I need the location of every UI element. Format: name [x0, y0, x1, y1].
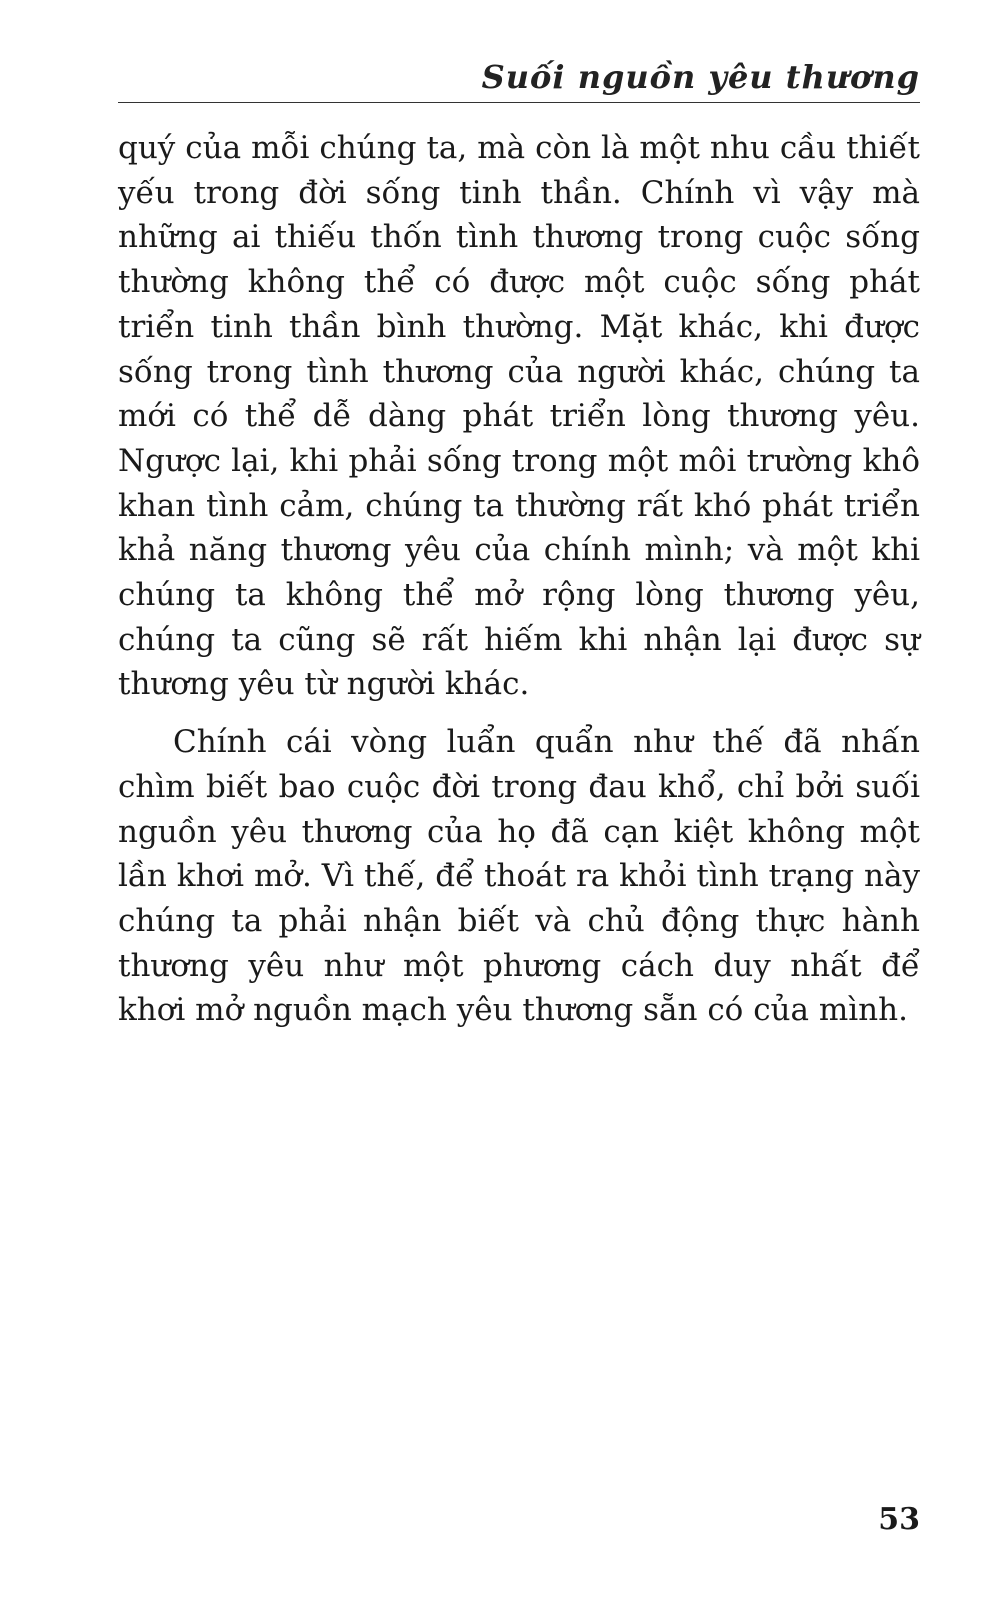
paragraph-continued: quý của mỗi chúng ta, mà còn là một nhu cầu thiết yếu trong đời sống tinh thần. Chính vì vậy mà những ai thiếu thốn tình thương trong cuộc sống thường không thể có được một cuộc sống phát triển tinh thần bình thường. Mặt khác, khi được sống trong tình thương của người khác, chúng ta mới có thể dễ dàng phát triển lòng thương yêu. Ngược lại, khi phải sống trong một môi trường khô khan tình cảm, chúng ta thường rất khó phát triển khả năng thương yêu của chính mình; và một khi chúng ta không thể mở rộng lòng thương yêu, chúng ta cũng sẽ rất hiếm khi nhận lại được sự thương yêu từ người khác. — [118, 130, 920, 703]
paragraph: Chính cái vòng luẩn quẩn như thế đã nhấn chìm biết bao cuộc đời trong đau khổ, chỉ bởi suối nguồn yêu thương của họ đã cạn kiệt không một lần khơi mở. Vì thế, để thoát ra khỏi tình trạng này chúng ta phải nhận biết và chủ động thực hành thương yêu như một phương cách duy nhất để khơi mở nguồn mạch yêu thương sẵn có của mình. — [118, 724, 920, 1029]
running-header-title: Suối nguồn yêu thương — [481, 58, 920, 96]
page-number: 53 — [878, 1502, 920, 1537]
body-text — [118, 126, 920, 1033]
header-divider — [118, 102, 920, 103]
